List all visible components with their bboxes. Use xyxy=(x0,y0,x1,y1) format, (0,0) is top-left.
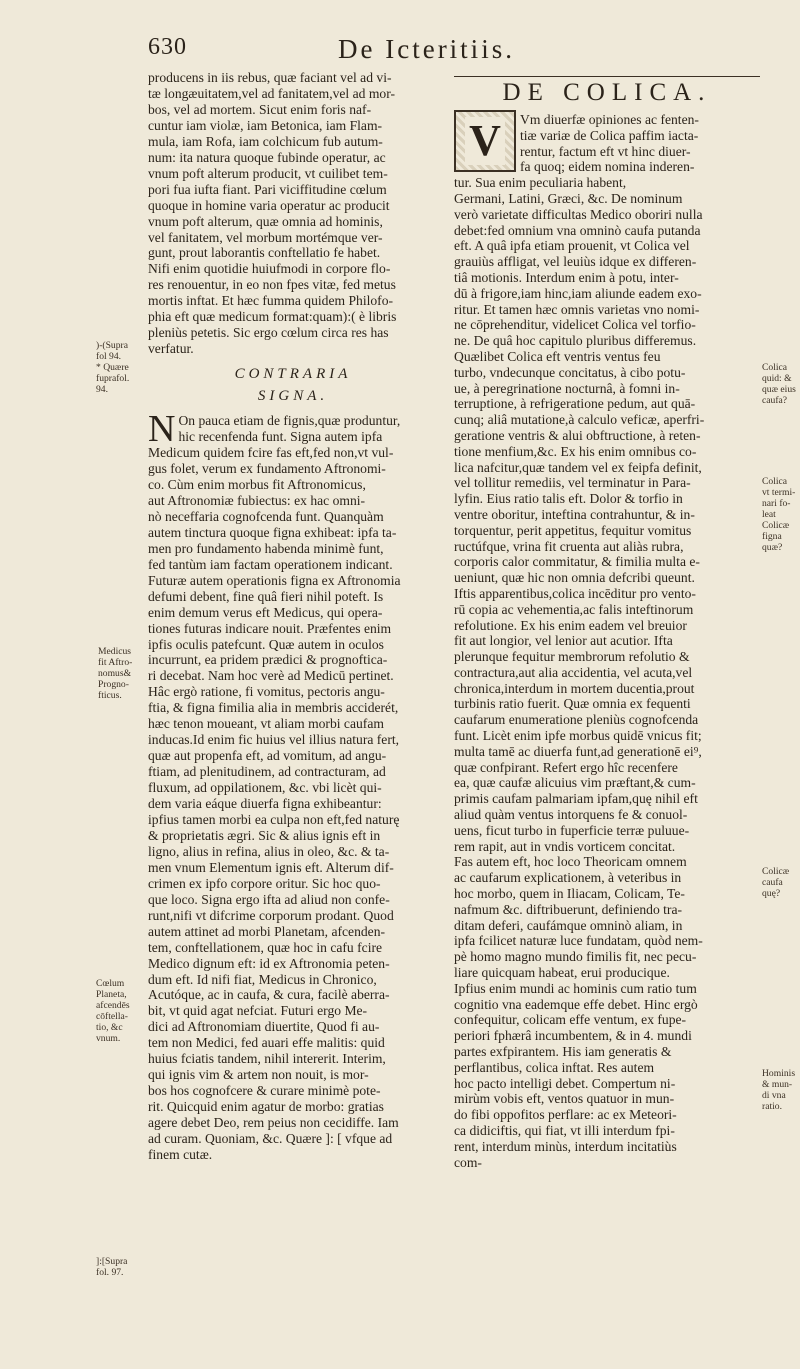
text-line: torquentur, perit appetitus, fequitur vomitus xyxy=(454,522,692,538)
text-line: tem non Medici, fed auari effe malitis: quid xyxy=(148,1035,385,1051)
margin-note-right-2 xyxy=(762,476,795,553)
text-line: ac caufarum explicationem, à veteribus in xyxy=(454,870,682,886)
margin-note-line: di vna xyxy=(762,1090,786,1101)
text-line: caufarum enumeratione pleniùs cognofcenda xyxy=(454,712,699,728)
text-line: geratione ventris & alui obftructione, à reten- xyxy=(454,427,701,443)
margin-note-line: leat xyxy=(762,509,776,520)
margin-note-line: Planeta, xyxy=(96,989,127,1000)
margin-note-line: Colicæ xyxy=(762,866,790,877)
text-line: ca didiciftis, qui fiat, vt illi interdum fpi- xyxy=(454,1123,675,1138)
text-line: rentur, factum eft vt hinc diuer- xyxy=(520,143,691,159)
text-line: uens, ficut turbo in fuperficie terræ puluue- xyxy=(454,822,690,838)
margin-note-left-4 xyxy=(96,1256,127,1278)
margin-note-line: caufa xyxy=(762,877,783,888)
text-line: rem rapit, aut in vndis vorticem concitat. xyxy=(454,838,676,854)
margin-note-line: fuprafol. xyxy=(96,373,130,384)
text-line: gus folet, verum ex fundamento Aftronomi- xyxy=(148,461,386,477)
margin-note-line: tio, &c xyxy=(96,1022,123,1033)
text-line: tione menfium,&c. Ex his enim omnibus co- xyxy=(454,443,697,459)
text-line: nò neceffaria cognofcenda funt. Quanquàm xyxy=(148,508,384,524)
text-line: plerunque fequitur membrorum refolutio & xyxy=(454,649,690,665)
text-line: producens in iis rebus, quæ faciant vel ad vi- xyxy=(148,70,392,85)
margin-note-line: ratio. xyxy=(762,1101,782,1112)
text-line: quoque in homine varia operatur ac producit xyxy=(148,197,390,213)
margin-note-left-1 xyxy=(96,340,129,395)
text-line: corporis calor commitatur, & fimilia multa e- xyxy=(454,554,700,570)
text-line: ftiam, ad plenitudinem, ad contracturam, ad xyxy=(148,764,386,780)
text-line: quæ confpirant. Refert ergo hîc recenfere xyxy=(454,759,678,775)
text-line: primis caufam palmariam ipfam,quę nihil eft xyxy=(454,791,698,807)
text-line: hic recenfenda funt. Signa autem ipfa xyxy=(178,429,383,445)
margin-note-line: fit Aftro- xyxy=(98,657,133,668)
text-line: do fibi oppofitos perflare: ac ex Meteori- xyxy=(454,1107,677,1123)
text-line: bos hos cognofcere & curare minimè pote- xyxy=(148,1083,381,1099)
text-line: gunt, prout laborantis conftellatio fe habet. xyxy=(148,245,381,261)
margin-note-line: )-(Supra xyxy=(96,340,128,351)
text-line: dem varia eáque diuerfa figna exhibeantur: xyxy=(148,796,382,812)
text-line: phia eft quæ medicum format:quam):( è libris xyxy=(148,309,397,325)
text-line: num: ita natura quoque fubinde operatur, ac xyxy=(148,149,386,165)
section-heading-contraria: CONTRARIA xyxy=(234,366,352,383)
text-line: que loco. Signa ergo ifta ad aliud non confe- xyxy=(148,891,390,907)
text-line: grauiùs affligat, vel leuiùs idque ex differen- xyxy=(454,254,697,270)
text-line: tæ longæuitatem,vel ad fanitatem,vel ad mor- xyxy=(148,85,395,101)
ornament-letter: V xyxy=(465,117,505,165)
text-line: men pro fundamento habenda minimè funt, xyxy=(148,540,384,556)
margin-note-line: Colica xyxy=(762,476,788,487)
text-line: debet:fed omnium vna omninò caufa putanda xyxy=(454,222,701,238)
text-line: qui ignis vim & artem non nouit, is mor- xyxy=(148,1067,369,1083)
text-line: nafmum &c. diftribuerunt, definiendo tra- xyxy=(454,901,683,917)
text-line: perflantibus, colica inftat. Res autem xyxy=(454,1059,655,1075)
text-line: lica nafcitur,quæ tandem vel ex feipfa definit, xyxy=(454,459,702,475)
text-line: mula, iam Rofa, iam colchicum fub autum- xyxy=(148,133,383,149)
text-line: ipfius tamen morbi ea culpa non eft,fed naturę xyxy=(148,811,400,827)
text-line: ventre oboritur, inteftina contrahuntur, & in- xyxy=(454,506,695,522)
text-line: Quælibet Colica eft ventris ventus feu xyxy=(454,348,661,364)
margin-note-line: Colica xyxy=(762,362,788,373)
text-line: incurrunt, ea pridem prædici & prognoftica- xyxy=(148,652,388,668)
text-line: finem cutæ. xyxy=(148,1147,213,1162)
text-line: cognitio vna eademque effe debet. Hinc ergò xyxy=(454,996,698,1012)
text-line: quæ aut propenfa eft, ad vomitum, ad angu- xyxy=(148,748,387,764)
margin-note-line: nomus& xyxy=(98,668,132,679)
margin-note-line: afcendēs xyxy=(96,1000,130,1011)
page-number: 630 xyxy=(148,34,187,60)
text-line: res renouentur, in eo non fpes vitæ, fed metus xyxy=(148,277,396,293)
margin-note-line: quæ? xyxy=(762,542,783,553)
margin-note-line: Cœlum xyxy=(96,978,125,989)
margin-note-line: * Quære xyxy=(96,362,129,373)
margin-note-line: cōftella- xyxy=(96,1011,128,1022)
text-line: turbo, vndecunque concitatus, à cibo potu- xyxy=(454,364,686,380)
left-column-top-text xyxy=(148,70,438,357)
margin-note-line: fol 94. xyxy=(96,351,122,362)
text-line: runt,nifi vt difcrime corporum prodant. Quod xyxy=(148,907,394,923)
text-line: pleniùs petetis. Sic ergo cœlum circa res has xyxy=(148,325,389,341)
text-line: chronica,interdum in mortem ducentia,prout xyxy=(454,680,695,696)
text-line: agere debet Deo, rem peius non cecidiffe. Iam xyxy=(148,1115,399,1131)
text-line: inducas.Id enim fic huius vel illius natura fert, xyxy=(148,732,400,748)
text-line: rū copia ac vehementia,ac falis inteftinorum xyxy=(454,601,694,617)
margin-note-left-3 xyxy=(96,978,130,1044)
text-line: men vnum Elementum ignis eft. Alterum dif- xyxy=(148,859,394,875)
dropcap-letter: N xyxy=(148,408,176,451)
margin-note-line: 94. xyxy=(96,384,108,395)
text-line: ligno, alius in refina, alius in oleo, &c. & ta- xyxy=(148,843,390,859)
text-line: eft. A quâ ipfa etiam prouenit, vt Colica vel xyxy=(454,238,690,254)
text-line: ueniunt, quæ hic non omnia defcribi queunt. xyxy=(454,570,695,586)
text-line: multa tamē ac diuerfa funt,ad generationē ei⁹, xyxy=(454,743,702,759)
text-line: rit. Quicquid enim agatur de morbo: gratias xyxy=(148,1099,384,1115)
text-line: & proprietatis ægri. Sic & alius ignis eft in xyxy=(148,827,381,843)
text-line: turbinis ratio fuerit. Quæ omnia ex fequenti xyxy=(454,696,691,712)
text-line: crimen ex ipfo corpore oritur. Sic hoc quo- xyxy=(148,875,381,891)
text-line: Hâc ergò ratione, fi vomitus, pectoris angu- xyxy=(148,684,385,700)
text-line: Iftis apparentibus,colica incēditur pro vento- xyxy=(454,585,696,601)
page-header xyxy=(148,34,768,68)
text-line: tur. Sua enim peculiaria habent, xyxy=(454,175,627,191)
text-line: rent, interdum minùs, interdum incitatiùs xyxy=(454,1138,677,1154)
text-line: verfatur. xyxy=(148,341,194,357)
text-line: aut Aftronomiæ fubiectus: ex hac omni- xyxy=(148,492,366,508)
text-line: dum eft. Id nifi fiat, Medicus in Chronico, xyxy=(148,971,377,987)
text-line: autem attinet ad morbi Planetam, afcenden- xyxy=(148,923,386,939)
text-line: Vm diuerfæ opiniones ac fenten- xyxy=(520,112,699,127)
text-line: liare quicquam habeat, erui producique. xyxy=(454,965,670,981)
margin-note-left-2 xyxy=(98,646,132,701)
text-line: autem tinctura quoque figna exhibeat: ipfa ta- xyxy=(148,524,397,540)
left-column-body-text xyxy=(148,445,438,1163)
text-line: hæc tenon moueant, vt aliam morbi caufam xyxy=(148,716,384,732)
text-line: ne cōprehenditur, videlicet Colica vel torfio- xyxy=(454,317,696,333)
text-line: ne. De quâ hoc capitulo pluribus differemus. xyxy=(454,333,697,349)
text-line: hoc pacto intelligi debet. Compertum ni- xyxy=(454,1075,676,1091)
right-column xyxy=(454,68,760,1170)
text-line: vel fanitatem, vel morbum mortémque ver- xyxy=(148,229,383,245)
text-line: ipfa fcilicet naturæ luce fundatam, quòd nem- xyxy=(454,933,703,949)
margin-note-line: ]:[Supra xyxy=(96,1256,128,1267)
text-line: fit aut longior, vel lenior aut acutior. Ifta xyxy=(454,633,673,649)
text-line: pori fua iufta fiant. Pari viciffitudine cœlum xyxy=(148,181,387,197)
text-line: tiæ variæ de Colica paffim iacta- xyxy=(520,127,699,143)
text-line: Acutóque, ac in caufa, & cura, facilè aberra- xyxy=(148,987,390,1003)
text-line: confequitur, colicam effe ventum, ex fupe- xyxy=(454,1012,687,1028)
margin-note-line: quę? xyxy=(762,888,781,899)
margin-note-line: vnum. xyxy=(96,1033,121,1044)
text-line: tem, conftellationem, quæ hoc in cafu fcire xyxy=(148,939,383,955)
text-line: ea, quæ caufæ alicuius vim præftant,& cum- xyxy=(454,775,696,791)
text-line: verò varietate difficultas Medico oboriri nulla xyxy=(454,206,703,222)
dropcap-paragraph-start xyxy=(148,408,438,451)
text-line: dū à frigore,iam hinc,iam aliunde eadem exo- xyxy=(454,285,702,301)
text-line: fa quoq; eidem nomina inderen- xyxy=(520,159,695,175)
text-line: enim demum verus eft Medicus, qui opera- xyxy=(148,604,383,620)
text-line: bit, vt quid agat nefciat. Futuri ergo Me- xyxy=(148,1003,368,1019)
margin-note-line: nari fo- xyxy=(762,498,791,509)
text-line: Futuræ autem operationis figna ex Aftronomia xyxy=(148,572,401,588)
margin-note-line: & mun- xyxy=(762,1079,793,1090)
text-line: com- xyxy=(454,1154,482,1170)
text-line: hoc morbo, quem in Iliacam, Colicam, Te- xyxy=(454,886,685,902)
text-line: lyfin. Eius ratio talis eft. Dolor & torfio in xyxy=(454,491,683,507)
text-line: vnum poft alterum producit, vt cuilibet tem- xyxy=(148,165,388,181)
text-line: mortis inftat. Et hæc fumma quidem Philofo- xyxy=(148,293,394,309)
text-line: Medico dignum eft: id ex Aftronomia peten- xyxy=(148,955,390,971)
text-line: mirùm vobis eft, ventos quatuor in mun- xyxy=(454,1091,675,1107)
text-line: ue, à peregrinatione nocturnâ, à fomni in- xyxy=(454,380,680,396)
margin-note-right-1 xyxy=(762,362,796,406)
text-line: ritur. Et tamen hæc omnis varietas vno nomi- xyxy=(454,301,700,317)
text-line: ftia, & figna fimilia alia in membris acciderét, xyxy=(148,700,399,716)
text-line: fluxum, ad oppilationem, &c. vbi licèt qui- xyxy=(148,780,382,796)
text-line: terruptione, à refrigeratione pedum, aut quā- xyxy=(454,396,696,412)
text-line: vel tollitur remediis, vel terminatur in Para- xyxy=(454,475,691,491)
margin-note-line: Hominis xyxy=(762,1068,796,1079)
text-line: refolutione. Ex his enim eadem vel breuior xyxy=(454,617,687,633)
right-column-text xyxy=(454,112,760,1170)
margin-note-line: quæ eius xyxy=(762,384,796,395)
text-line: defumi debent, fine quâ fieri nihil poteft. Is xyxy=(148,588,384,604)
margin-note-line: caufa? xyxy=(762,395,788,406)
margin-note-line: fticus. xyxy=(98,690,122,701)
text-line: Fas autem eft, hoc loco Theoricam omnem xyxy=(454,854,687,870)
margin-note-line: Colicæ xyxy=(762,520,790,531)
margin-note-line: figna xyxy=(762,531,782,542)
left-column xyxy=(148,70,438,1163)
text-line: huius fciatis tandem, nihil intererit. Interim, xyxy=(148,1051,386,1067)
text-line: ipfis oculis patefcunt. Quæ autem in oculos xyxy=(148,636,384,652)
text-line: ructúfque, vrina fit cruenta aut aliàs rubra, xyxy=(454,538,684,554)
running-title: De Icteritiis. xyxy=(338,34,515,64)
text-line: contractura,aut alia accidentia, vel acuta,vel xyxy=(454,664,693,680)
text-line: co. Cùm enim morbus fit Aftronomicus, xyxy=(148,476,366,492)
text-line: On pauca etiam de fignis,quæ produntur, xyxy=(178,413,401,429)
text-line: cunq; aliâ mutatione,à calculo veficæ, aperfri- xyxy=(454,412,705,428)
text-line: dici ad Aftronomiam diuertite, Quod fi au- xyxy=(148,1019,380,1035)
text-line: Germani, Latini, Græci, &c. De nominum xyxy=(454,190,683,206)
text-line: pè homo magno mundo fimilis fit, nec pecu- xyxy=(454,949,697,965)
text-line: Medicum quidem fcire fas eft,fed non,vt vul- xyxy=(148,445,394,461)
text-line: aliud quàm ventus intorquens fe & conuol- xyxy=(454,807,688,823)
text-line: vnum poft alterum, quæ omnia ad hominis, xyxy=(148,213,383,229)
text-line: periori fphærâ incumbentem, & in 4. mundi xyxy=(454,1028,692,1044)
text-line: ri decebat. Nam hoc verè ad Medicū pertinet. xyxy=(148,668,394,684)
margin-note-line: Progno- xyxy=(98,679,129,690)
text-line: partes exfpirantem. His iam generatis & xyxy=(454,1044,672,1060)
chapter-title: DE COLICA. xyxy=(502,79,712,106)
margin-note-right-4 xyxy=(762,1068,795,1112)
text-line: ad curam. Quoniam, &c. Quære ]: [ vfque ad xyxy=(148,1131,393,1147)
margin-note-right-3 xyxy=(762,866,789,899)
text-line: funt. Licèt enim ipfe morbus quidē vnicus fit; xyxy=(454,728,702,744)
margin-note-line: quid: & xyxy=(762,373,792,384)
margin-note-line: Medicus xyxy=(98,646,132,657)
text-line: fed tantùm iam factam operationem indicant. xyxy=(148,556,393,572)
section-heading-signa: SIGNA. xyxy=(257,388,329,405)
margin-note-line: fol. 97. xyxy=(96,1267,124,1278)
text-line: cuntur iam violæ, iam Betonica, iam Flam- xyxy=(148,117,383,133)
text-line: Nifi enim quotidie huiufmodi in corpore flo- xyxy=(148,261,391,277)
margin-note-line: vt termi- xyxy=(762,487,796,498)
text-line: ditam deferi, caufámque omninò aliam, in xyxy=(454,917,683,933)
text-line: tiâ motionis. Interdum enim à potu, inter- xyxy=(454,269,679,285)
text-line: Ipfius enim mundi ac hominis cum ratio tum xyxy=(454,980,697,996)
text-line: bos, vel ad mortem. Sicut enim foris naf- xyxy=(148,101,372,117)
text-line: tiones futuras indicare nouit. Præfentes enim xyxy=(148,620,392,636)
